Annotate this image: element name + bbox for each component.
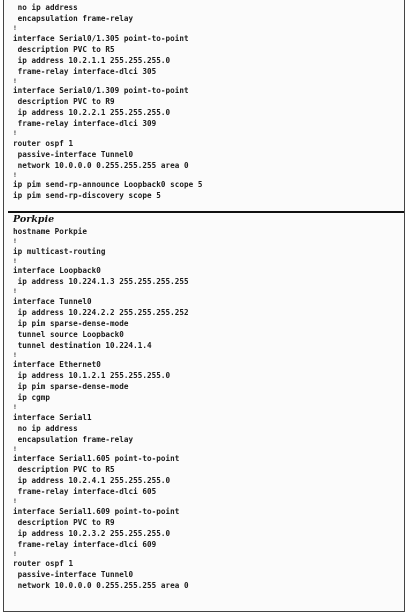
config-listing-frame [3,0,405,612]
config-line: description PVC to R5 [13,465,115,474]
config-line: ip address 10.224.2.2 255.255.255.252 [13,307,189,317]
config-line: description PVC to R9 [13,97,115,106]
config-line: encapsulation frame-relay [13,14,134,23]
section-divider [8,211,404,213]
config-separator: ! [13,170,17,179]
config-line: hostname Porkpie [13,227,87,236]
config-line: interface Serial0/1.305 point-to-point [13,33,189,43]
config-line: no ip address [13,423,78,433]
config-separator: ! [13,256,17,265]
config-line: router ospf 1 [13,559,74,568]
config-line: tunnel source Loopback0 [13,329,124,339]
config-line: passive-interface Tunnel0 [13,149,134,159]
config-line: ip address 10.2.2.1 255.255.255.0 [13,108,171,117]
config-line: description PVC to R9 [13,517,115,527]
config-line: frame-relay interface-dlci 309 [13,119,157,128]
config-line: description PVC to R5 [13,44,115,54]
config-line: ip pim sparse-dense-mode [13,318,129,328]
config-line: ip pim send-rp-announce Loopback0 scope 5 [13,180,203,189]
config-separator: ! [13,237,17,245]
config-line: frame-relay interface-dlci 605 [13,487,157,496]
config-line: ip pim send-rp-discovery scope 5 [13,191,161,200]
config-line: ip address 10.224.1.3 255.255.255.255 [13,277,189,286]
config-line: interface Serial1.609 point-to-point [13,506,180,516]
config-line: interface Tunnel0 [13,296,92,306]
config-line: interface Serial1.605 point-to-point [13,454,180,463]
config-line: frame-relay interface-dlci 609 [13,539,157,549]
config-line: router ospf 1 [13,138,74,148]
config-line: encapsulation frame-relay [13,434,134,444]
config-line: ip address 10.2.1.1 255.255.255.0 [13,55,171,65]
config-line: ip address 10.2.4.1 255.255.255.0 [13,476,171,485]
config-line: network 10.0.0.0 0.255.255.255 area 0 [13,581,189,590]
config-line: tunnel destination 10.224.1.4 [13,340,152,350]
config-line: frame-relay interface-dlci 305 [13,66,157,76]
config-separator: ! [13,76,17,85]
config-line: no ip address [13,3,78,12]
config-separator: ! [13,287,17,295]
config-separator: ! [13,24,17,32]
config-separator: ! [13,497,17,505]
config-line: interface Serial0/1.309 point-to-point [13,86,189,95]
config-line: ip address 10.2.3.2 255.255.255.0 [13,528,171,538]
config-line: interface Loopback0 [13,266,101,275]
config-separator: ! [13,444,17,453]
config-separator: ! [13,129,17,137]
porkpie-config-section [13,214,401,591]
config-line: interface Ethernet0 [13,360,101,369]
config-line: ip cgmp [13,393,50,402]
config-line: network 10.0.0.0 0.255.255.255 area 0 [13,160,189,170]
config-line: ip pim sparse-dense-mode [13,382,129,391]
config-line: ip address 10.1.2.1 255.255.255.0 [13,371,171,380]
router-name-heading: Porkpie [13,214,55,225]
config-line: interface Serial1 [13,412,92,422]
previous-router-config [13,2,401,201]
config-separator: ! [13,403,17,411]
config-line: ip multicast-routing [13,246,106,256]
config-separator: ! [13,350,17,359]
porkpie-config-lines [13,226,401,591]
config-separator: ! [13,549,17,558]
config-line: passive-interface Tunnel0 [13,570,134,579]
